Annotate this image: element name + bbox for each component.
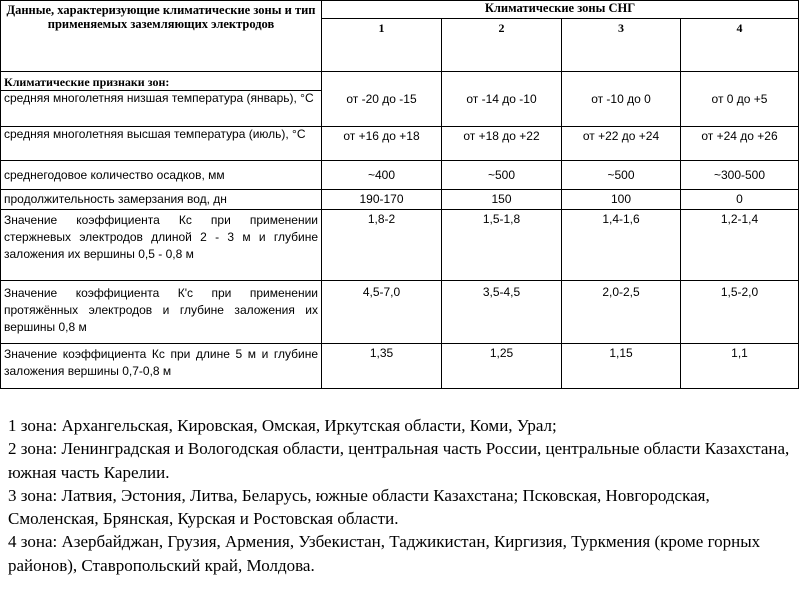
table-cell: 100 [562, 190, 681, 210]
zone-notes [8, 414, 790, 577]
table-cell: ~500 [562, 161, 681, 190]
table-row [1, 190, 799, 210]
table-cell: 4,5-7,0 [322, 281, 442, 344]
row-label-min-temperature: средняя многолетняя низшая температура (январь), °C [1, 91, 322, 127]
row-label-max-temperature: средняя многолетняя высшая температура (июль), °C [1, 127, 322, 161]
table-cell: 1,5-1,8 [442, 210, 562, 281]
row-label-coefficient-5m: Значение коэффициента Кс при длине 5 м и глубине заложения вершины 0,7-0,8 м [1, 344, 322, 389]
zone-number-4: 4 [681, 19, 799, 72]
row-label-coefficient-extended: Значение коэффициента К'с при применении протяжённых электродов и глубине заложения их вершины 0,8 м [1, 281, 322, 344]
table-cell: 1,5-2,0 [681, 281, 799, 344]
table-cell: от +24 до +26 [681, 127, 799, 161]
table-row [1, 161, 799, 190]
zone-number-3: 3 [562, 19, 681, 72]
table-row [1, 281, 799, 344]
table-cell: от +18 до +22 [442, 127, 562, 161]
table-header-left: Данные, характеризующие климатические зоны и тип применяемых заземляющих электродов [1, 1, 322, 72]
table-row [1, 127, 799, 161]
table-row [1, 344, 799, 389]
table-cell: 1,2-1,4 [681, 210, 799, 281]
table-cell: от +16 до +18 [322, 127, 442, 161]
climate-signs-label: Климатические признаки зон: [1, 72, 322, 91]
table-cell: 190-170 [322, 190, 442, 210]
table-cell: от 0 до +5 [681, 72, 799, 127]
table-cell: ~300-500 [681, 161, 799, 190]
note-zone-2: 2 зона: Ленинградская и Вологодская области, центральная часть России, центральные области Казахстана, южная часть Карелии. [8, 439, 790, 482]
table-cell: 2,0-2,5 [562, 281, 681, 344]
zone-number-2: 2 [442, 19, 562, 72]
row-label-freezing-duration: продолжительность замерзания вод, дн [1, 190, 322, 210]
climate-signs-row [1, 72, 799, 91]
table-row [1, 210, 799, 281]
table-cell: 1,25 [442, 344, 562, 389]
table-cell: 3,5-4,5 [442, 281, 562, 344]
table-cell: 1,1 [681, 344, 799, 389]
note-zone-4: 4 зона: Азербайджан, Грузия, Армения, Узбекистан, Таджикистан, Киргизия, Туркмения (кроме горных районов), Ставропольский край, Молдова. [8, 532, 761, 575]
note-zone-3: 3 зона: Латвия, Эстония, Литва, Беларусь, южные области Казахстана; Псковская, Новгородская, Смоленская, Брянская, Курская и Ростовская области. [8, 485, 710, 529]
table-cell: от +22 до +24 [562, 127, 681, 161]
table-header-row [1, 1, 799, 19]
table-cell: 1,8-2 [322, 210, 442, 281]
table-cell: от -20 до -15 [322, 72, 442, 127]
row-label-precipitation: среднегодовое количество осадков, мм [1, 161, 322, 190]
table-cell: 0 [681, 190, 799, 210]
table-cell: от -10 до 0 [562, 72, 681, 127]
table-cell: от -14 до -10 [442, 72, 562, 127]
row-label-coefficient-rod: Значение коэффициента Кс при применении стержневых электродов длиной 2 - 3 м и глубине заложения их вершины 0,5 - 0,8 м [1, 210, 322, 281]
table-header-zones: Климатические зоны СНГ [322, 1, 799, 19]
table-cell: 1,4-1,6 [562, 210, 681, 281]
table-cell: ~500 [442, 161, 562, 190]
table-cell: ~400 [322, 161, 442, 190]
table-cell: 150 [442, 190, 562, 210]
table-cell: 1,15 [562, 344, 681, 389]
table-cell: 1,35 [322, 344, 442, 389]
zone-number-1: 1 [322, 19, 442, 72]
note-zone-1: 1 зона: Архангельская, Кировская, Омская, Иркутская области, Коми, Урал; [8, 416, 557, 435]
